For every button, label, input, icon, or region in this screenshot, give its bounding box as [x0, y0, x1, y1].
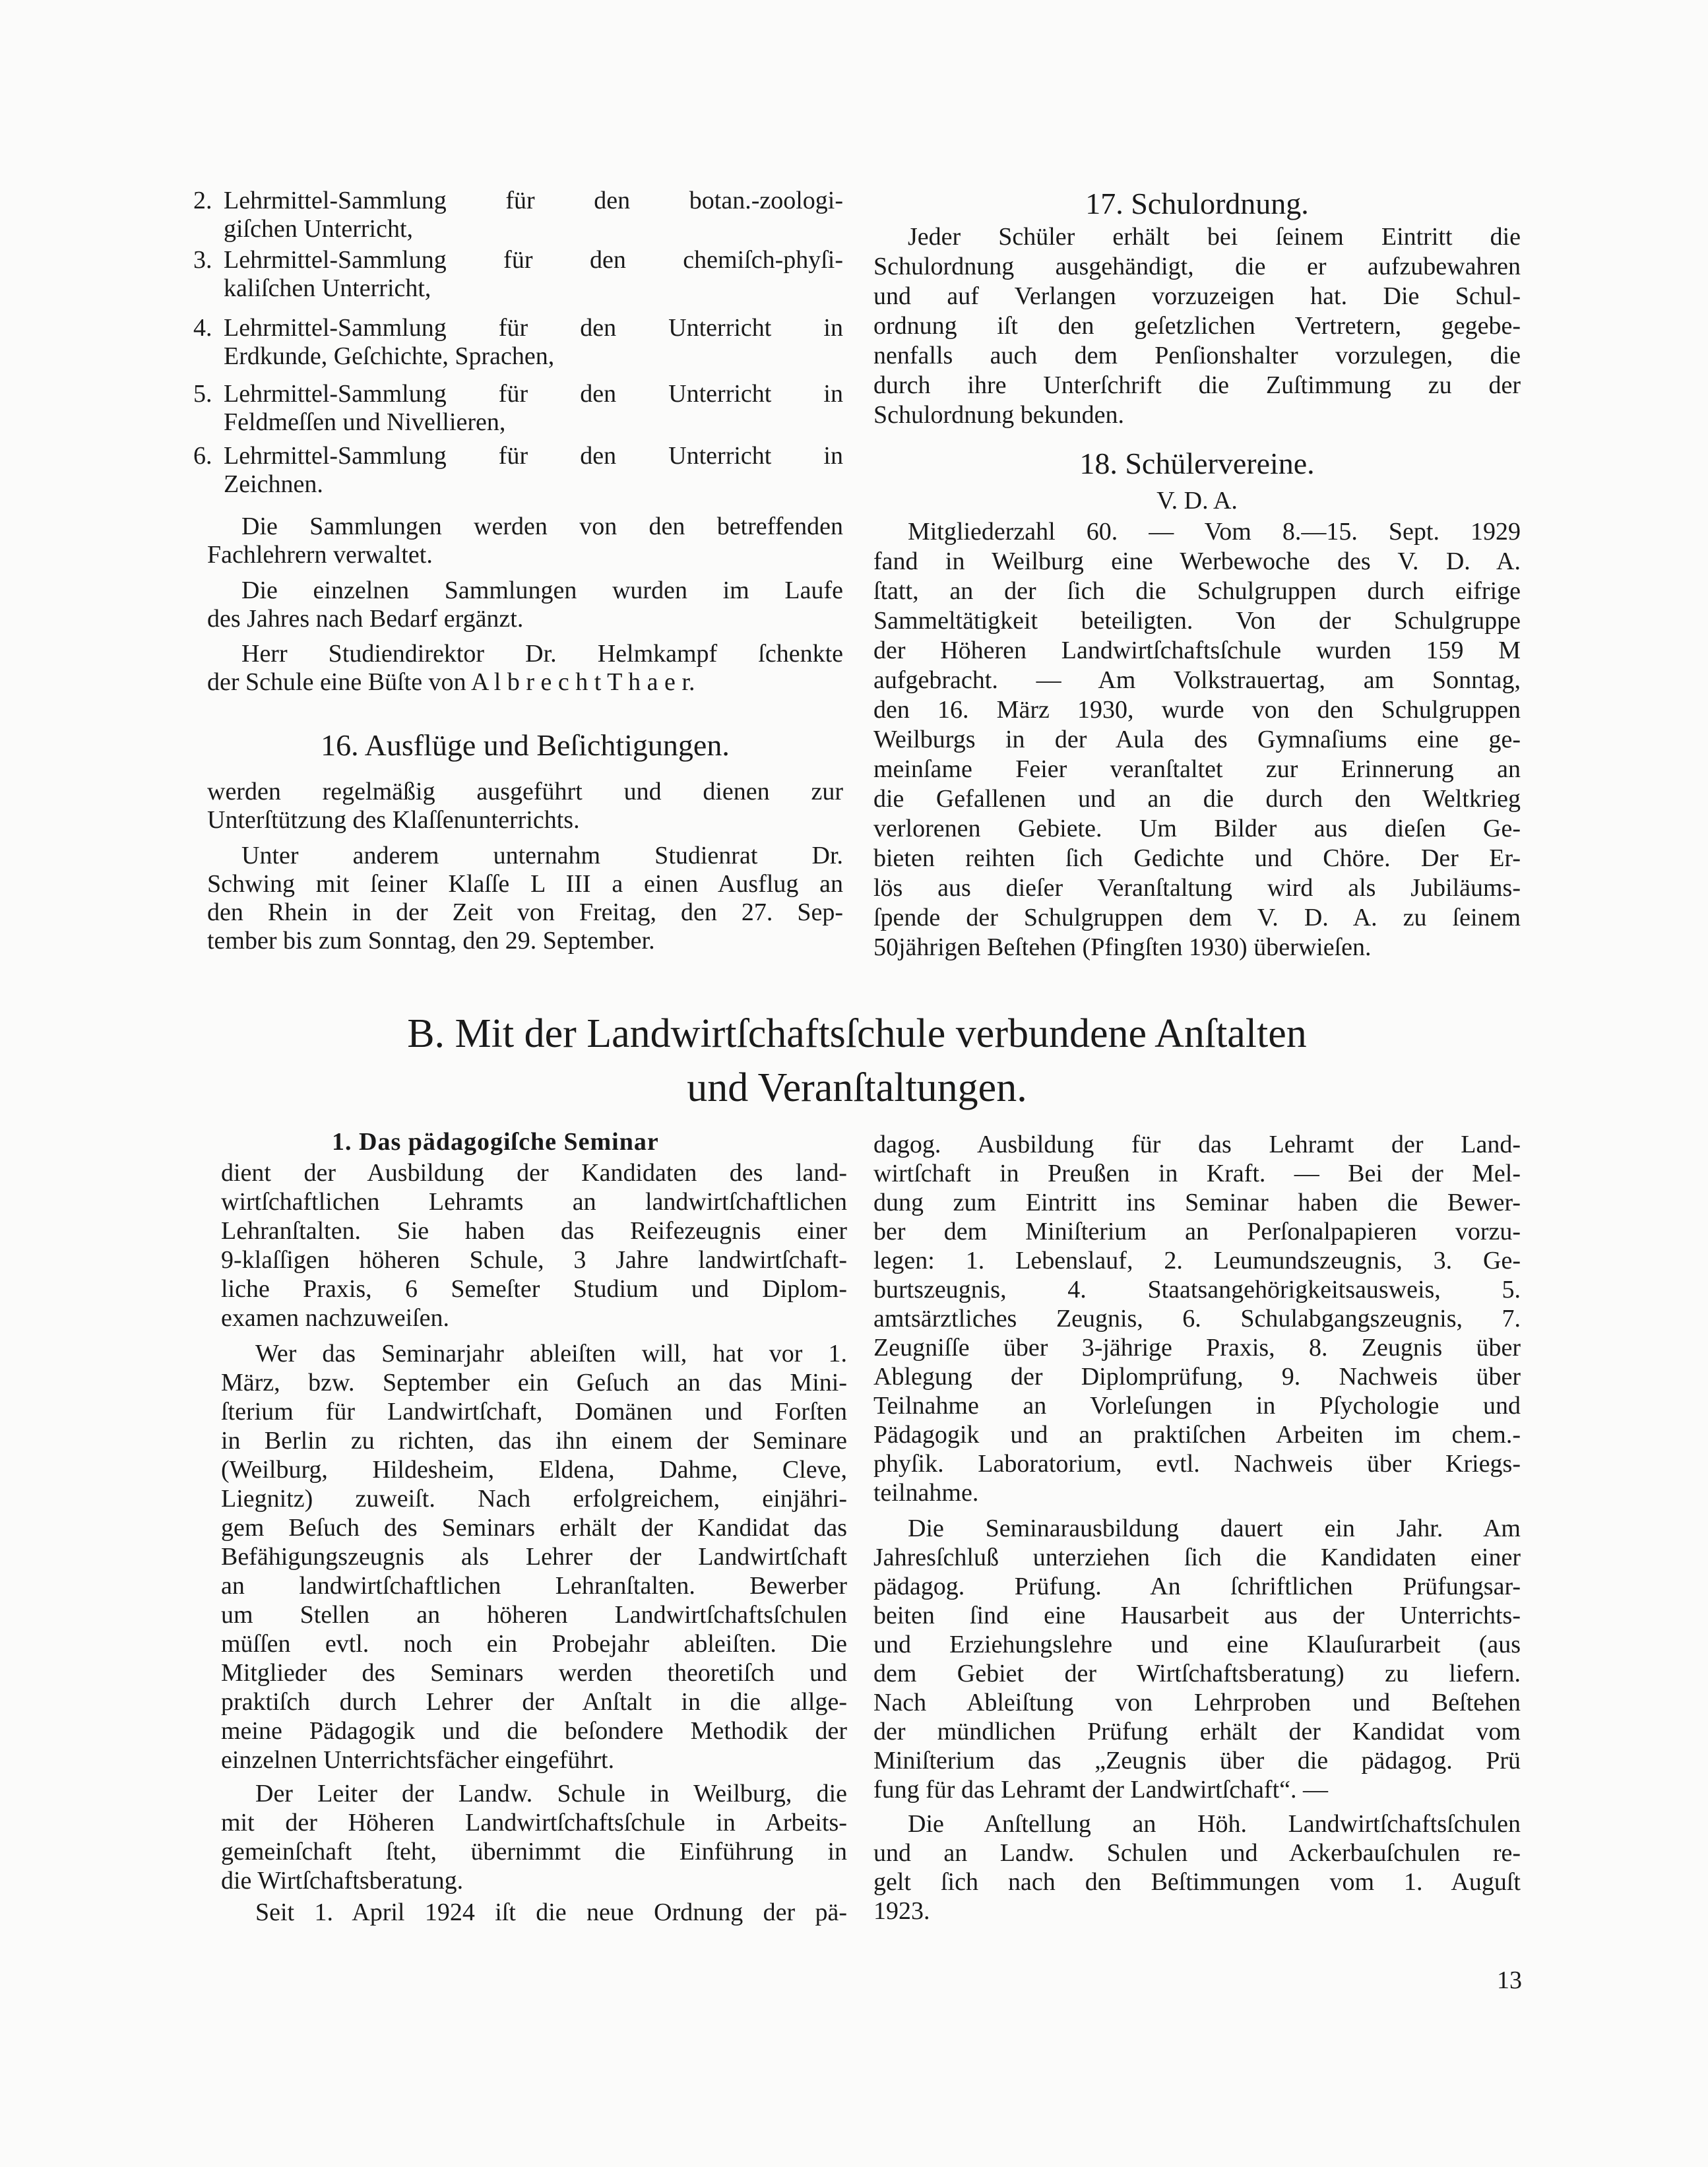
- text-line: Feldmeſſen und Nivellieren,: [224, 408, 506, 436]
- text-line: gemeinſchaft ſteht, übernimmt die Einführung in: [221, 1838, 847, 1866]
- text-line: praktiſch durch Lehrer der Anſtalt in die allge-: [221, 1688, 847, 1716]
- list-item-5: [224, 380, 843, 437]
- list-item-4: [224, 314, 843, 371]
- text-line: teilnahme.: [873, 1479, 979, 1507]
- text-line: 1923.: [873, 1897, 930, 1925]
- paragraph-vda: [873, 517, 1521, 962]
- text-line: Lehrmittel-Sammlung für den chemiſch-phyſi-: [224, 246, 843, 274]
- text-line: Teilnahme an Vorleſungen in Pſychologie und: [873, 1392, 1521, 1420]
- text-line: werden regelmäßig ausgeführt und dienen zur: [207, 778, 843, 805]
- text-line: Der Leiter der Landw. Schule in Weilburg, die: [255, 1780, 847, 1807]
- text-line: in Berlin zu richten, das ihn einem der Seminare: [221, 1427, 847, 1455]
- text-line: Befähigungszeugnis als Lehrer der Landwirtſchaft: [221, 1543, 847, 1571]
- text-line: Miniſterium das „Zeugnis über die pädagog. Prü: [873, 1747, 1521, 1774]
- list-number: 2.: [193, 187, 212, 214]
- text-line: Jahresſchluß unterziehen ſich die Kandidaten einer: [873, 1544, 1521, 1571]
- text-line: examen nachzuweiſen.: [221, 1304, 450, 1332]
- text-line: wirtſchaft in Preußen in Kraft. — Bei der Mel-: [873, 1160, 1521, 1187]
- text-line: Nach Ableiſtung von Lehrproben und Beſtehen: [873, 1689, 1521, 1716]
- paragraph-seminar-1: [221, 1158, 847, 1333]
- paragraph-16a: [207, 778, 843, 834]
- text-line: meine Pädagogik und die beſondere Methodik der: [221, 1717, 847, 1745]
- text-line: Zeichnen.: [224, 470, 323, 498]
- list-item-2: [224, 187, 843, 243]
- text-line: Pädagogik und an praktiſchen Arbeiten im chem.-: [873, 1421, 1521, 1449]
- text-line: müſſen evtl. noch ein Probejahr ableiſten. Die: [221, 1630, 847, 1658]
- text-line: die Wirtſchaftsberatung.: [221, 1867, 464, 1895]
- list-item-3: [224, 246, 843, 303]
- text-line: und auf Verlangen vorzuzeigen hat. Die Schul-: [873, 282, 1521, 310]
- text-line: ſterium für Landwirtſchaft, Domänen und Forſten: [221, 1398, 847, 1426]
- text-line: Lehrmittel-Sammlung für den Unterricht in: [224, 314, 843, 342]
- text-line: gelt ſich nach den Beſtimmungen vom 1. Auguſt: [873, 1868, 1521, 1896]
- text-line: Die einzelnen Sammlungen wurden im Laufe: [241, 577, 843, 604]
- text-line: den Rhein in der Zeit von Freitag, den 27. Sep-: [207, 898, 843, 926]
- text-line: an landwirtſchaftlichen Lehranſtalten. Bewerber: [221, 1572, 847, 1600]
- text-line: Fachlehrern verwaltet.: [207, 541, 433, 569]
- text-line: ſtatt, an der ſich die Schulgruppen durch eifrige: [873, 577, 1521, 605]
- text-line: dung zum Eintritt ins Seminar haben die Bewer-: [873, 1189, 1521, 1216]
- text-line: Wer das Seminarjahr ableiſten will, hat vor 1.: [255, 1340, 847, 1367]
- text-line: burtszeugnis, 4. Staatsangehörigkeitsausweis, 5.: [873, 1276, 1521, 1303]
- text-line: Lehranſtalten. Sie haben das Reifezeugnis einer: [221, 1217, 847, 1245]
- text-line: Sammeltätigkeit beteiligten. Von der Schulgruppe: [873, 607, 1521, 635]
- text-line: meinſame Feier veranſtaltet zur Erinnerung an: [873, 755, 1521, 783]
- text-line: ordnung iſt den geſetzlichen Vertretern, gegebe-: [873, 312, 1521, 340]
- text-line: 9-klaſſigen höheren Schule, 3 Jahre landwirtſchaft-: [221, 1246, 847, 1274]
- text-line: Mitgliederzahl 60. — Vom 8.—15. Sept. 1929: [908, 518, 1521, 546]
- text-line: giſchen Unterricht,: [224, 215, 414, 243]
- paragraph-sammlungen: [207, 513, 843, 569]
- text-line: einzelnen Unterrichtsfächer eingeführt.: [221, 1746, 615, 1774]
- text-line: Ablegung der Diplomprüfung, 9. Nachweis über: [873, 1363, 1521, 1391]
- text-line: der Schule eine Büſte von A l b r e c h t T h a e r.: [207, 668, 695, 696]
- text-line: wirtſchaftlichen Lehramts an landwirtſchaftlichen: [221, 1188, 847, 1216]
- list-number: 6.: [193, 442, 212, 470]
- page-number: 13: [1497, 1966, 1522, 1994]
- text-line: des Jahres nach Bedarf ergänzt.: [207, 605, 524, 633]
- text-line: Weilburgs in der Aula des Gymnaſiums eine ge-: [873, 726, 1521, 753]
- text-line: pädagog. Prüfung. An ſchriftlichen Prüfungsar-: [873, 1573, 1521, 1600]
- text-line: Unter anderem unternahm Studienrat Dr.: [241, 842, 843, 869]
- section-b-title-line2: und Veranſtaltungen.: [687, 1065, 1027, 1110]
- text-line: (Weilburg, Hildesheim, Eldena, Dahme, Cleve,: [221, 1456, 847, 1484]
- text-line: und Erziehungslehre und eine Klauſurarbeit (aus: [873, 1631, 1521, 1658]
- text-line: um Stellen an höheren Landwirtſchaftsſchulen: [221, 1601, 847, 1629]
- text-line: 50jährigen Beſtehen (Pfingſten 1930) überwieſen.: [873, 933, 1372, 961]
- text-line: Zeugniſſe über 3-jährige Praxis, 8. Zeugnis über: [873, 1334, 1521, 1362]
- text-line: und an Landw. Schulen und Ackerbauſchulen re-: [873, 1839, 1521, 1867]
- text-line: März, bzw. September ein Geſuch an das Mini-: [221, 1369, 847, 1397]
- list-number: 4.: [193, 314, 212, 342]
- text-line: phyſik. Laboratorium, evtl. Nachweis über Kriegs-: [873, 1450, 1521, 1478]
- text-line: bieten reihten ſich Gedichte und Chöre. Der Er-: [873, 844, 1521, 872]
- heading-16-ausfluege: 16. Ausflüge und Beſichtigungen.: [321, 728, 730, 762]
- text-line: beiten ſind eine Hausarbeit aus der Unterrichts-: [873, 1602, 1521, 1629]
- text-line: Seit 1. April 1924 iſt die neue Ordnung der pä-: [255, 1899, 847, 1926]
- text-line: Mitglieder des Seminars werden theoretiſch und: [221, 1659, 847, 1687]
- text-line: legen: 1. Lebenslauf, 2. Leumundszeugnis, 3. Ge-: [873, 1247, 1521, 1274]
- text-line: nenfalls auch dem Penſionshalter vorzulegen, die: [873, 342, 1521, 369]
- text-line: fand in Weilburg eine Werbewoche des V. D. A.: [873, 548, 1521, 575]
- paragraph-17: [873, 222, 1521, 430]
- text-line: Liegnitz) zuweiſt. Nach erfolgreichem, einjähri-: [221, 1485, 847, 1513]
- paragraph-buste: [207, 640, 843, 697]
- text-line: Lehrmittel-Sammlung für den Unterricht in: [224, 380, 843, 408]
- text-line: ſpende der Schulgruppen dem V. D. A. zu ſeinem: [873, 904, 1521, 931]
- text-line: Die Seminarausbildung dauert ein Jahr. Am: [908, 1515, 1521, 1542]
- text-line: lös aus dieſer Veranſtaltung wird als Jubiläums-: [873, 874, 1521, 902]
- text-line: der mündlichen Prüfung erhält der Kandidat vom: [873, 1718, 1521, 1745]
- paragraph-seminar-5: [873, 1130, 1521, 1507]
- heading-seminar: 1. Das pädagogiſche Seminar: [332, 1128, 659, 1156]
- text-line: Lehrmittel-Sammlung für den botan.-zoologi-: [224, 187, 843, 214]
- text-line: Die Anſtellung an Höh. Landwirtſchaftsſchulen: [908, 1810, 1521, 1838]
- paragraph-seminar-4: [221, 1898, 847, 1927]
- list-item-6: [224, 442, 843, 499]
- section-b-title-line1: B. Mit der Landwirtſchaftsſchule verbundene Anſtalten: [407, 1011, 1307, 1056]
- text-line: Unterſtützung des Klaſſenunterrichts.: [207, 806, 580, 834]
- text-line: gem Beſuch des Seminars erhält der Kandidat das: [221, 1514, 847, 1542]
- text-line: ber dem Miniſterium an Perſonalpapieren vorzu-: [873, 1218, 1521, 1245]
- text-line: der Höheren Landwirtſchaftsſchule wurden 159 M: [873, 637, 1521, 664]
- text-line: Schulordnung bekunden.: [873, 401, 1124, 429]
- text-line: Schwing mit ſeiner Klaſſe L III a einen Ausflug an: [207, 870, 843, 898]
- text-line: fung für das Lehramt der Landwirtſchaft“. —: [873, 1776, 1329, 1804]
- text-line: kaliſchen Unterricht,: [224, 274, 431, 302]
- heading-18-schuelervereine: 18. Schülervereine.: [1079, 447, 1315, 480]
- text-line: verlorenen Gebiete. Um Bilder aus dieſen Ge-: [873, 815, 1521, 842]
- text-line: liche Praxis, 6 Semeſter Studium und Diplom-: [221, 1275, 847, 1303]
- list-number: 5.: [193, 380, 212, 408]
- text-line: dient der Ausbildung der Kandidaten des land-: [221, 1159, 847, 1187]
- paragraph-seminar-6: [873, 1514, 1521, 1804]
- text-line: Lehrmittel-Sammlung für den Unterricht in: [224, 442, 843, 470]
- paragraph-seminar-7: [873, 1809, 1521, 1926]
- text-line: aufgebracht. — Am Volkstrauertag, am Sonntag,: [873, 666, 1521, 694]
- text-line: die Gefallenen und an die durch den Weltkrieg: [873, 785, 1521, 813]
- text-line: Schulordnung ausgehändigt, die er aufzubewahren: [873, 253, 1521, 280]
- list-number: 3.: [193, 246, 212, 274]
- paragraph-seminar-2: [221, 1339, 847, 1774]
- text-line: Herr Studiendirektor Dr. Helmkampf ſchenkte: [241, 640, 843, 668]
- text-line: durch ihre Unterſchrift die Zuſtimmung zu der: [873, 371, 1521, 399]
- text-line: Die Sammlungen werden von den betreffenden: [241, 513, 843, 540]
- paragraph-seminar-3: [221, 1779, 847, 1895]
- text-line: Jeder Schüler erhält bei ſeinem Eintritt die: [908, 223, 1521, 251]
- subheading-vda: V. D. A.: [1156, 487, 1238, 515]
- text-line: mit der Höheren Landwirtſchaftsſchule in Arbeits-: [221, 1809, 847, 1837]
- section-b-title: [193, 1007, 1521, 1115]
- text-line: dem Gebiet der Wirtſchaftsberatung) zu liefern.: [873, 1660, 1521, 1687]
- text-line: Erdkunde, Geſchichte, Sprachen,: [224, 342, 555, 370]
- heading-17-schulordnung: 17. Schulordnung.: [1085, 187, 1309, 220]
- text-line: dagog. Ausbildung für das Lehramt der Land-: [873, 1131, 1521, 1158]
- text-line: amtsärztliches Zeugnis, 6. Schulabgangszeugnis, 7.: [873, 1305, 1521, 1333]
- text-line: tember bis zum Sonntag, den 29. September.: [207, 927, 655, 955]
- text-line: den 16. März 1930, wurde von den Schulgruppen: [873, 696, 1521, 724]
- paragraph-16b: [207, 842, 843, 955]
- paragraph-einzelnen: [207, 577, 843, 633]
